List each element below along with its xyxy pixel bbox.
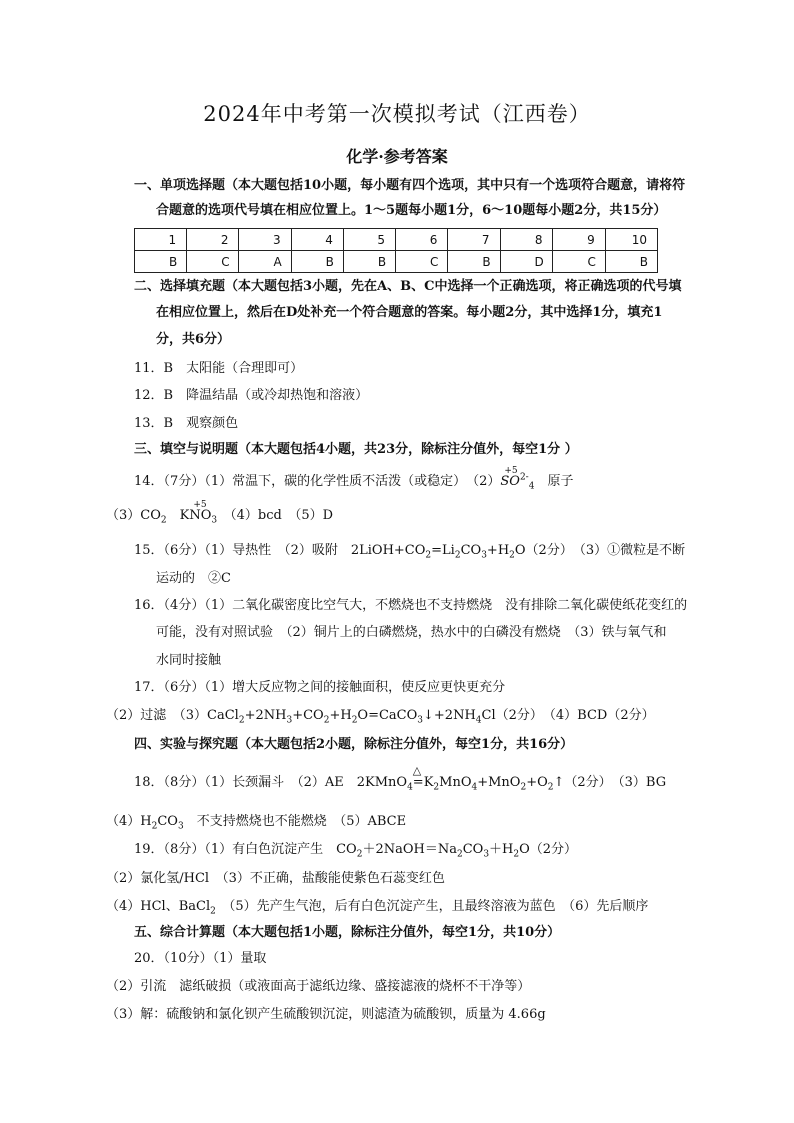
subscript: 2 (547, 782, 554, 793)
answer-text: ↑（2分） （3）BG (553, 775, 667, 790)
section4-heading: 四、实验与探究题（本大题包括2小题，除标注分值外，每空1分，共16分） (134, 737, 574, 752)
table-row-answers (135, 251, 658, 273)
subscript: 2 (456, 849, 463, 860)
formula-text: +O (526, 775, 548, 790)
formula-text: MnO (439, 775, 472, 790)
answer-text: 18．（8分）（1）长颈漏斗 （2）AE 2KMnO (134, 775, 408, 790)
subscript: 3 (417, 715, 424, 726)
table-cell: 2 (187, 229, 239, 251)
subscript: 4 (407, 782, 413, 793)
valence-mark: +5 (504, 466, 518, 476)
subscript: 3 (177, 821, 184, 832)
page-title: 2024年中考第一次模拟考试（江西卷） (203, 102, 591, 126)
formula-o: O (200, 508, 212, 523)
answer-text: 原子 (547, 474, 574, 489)
subscript: 3 (211, 515, 218, 526)
section3-heading: 三、填空与说明题（本大题包括4小题，共23分，除标注分值外，每空1分 ） (134, 442, 578, 457)
answer-q16-line2: 可能，没有对照试验 （2）铜片上的白磷燃烧，热水中的白磷没有燃烧 （3）铁与氧气和 (156, 625, 667, 640)
answer-q19-line2: （2）氯化氢/HCl （3）不正确，盐酸能使紫色石蕊变红色 (106, 871, 445, 886)
subscript: 3 (483, 849, 490, 860)
answer-q16-line3: 水同时接触 (156, 653, 222, 668)
answer-text: （4）bcd （5）D (230, 508, 334, 523)
formula-text: +H (329, 708, 352, 723)
subscript: 2 (509, 550, 515, 561)
answer-q14-line1 (134, 466, 574, 492)
formula-text: O=CaCO (357, 708, 418, 723)
table-cell: C (396, 251, 448, 273)
answer-q16-line1: 16．（4分）（1）二氧化碳密度比空气大，不燃烧也不支持燃烧 没有排除二氧化碳使纸花变红的 (134, 598, 688, 613)
formula-text: CO (460, 543, 482, 558)
charge: 2- (519, 472, 529, 483)
subscript: 4 (471, 782, 478, 793)
subscript: 2 (356, 849, 363, 860)
section2-heading-line3: 分，共6分） (156, 332, 231, 347)
formula-text: SO (500, 474, 520, 489)
answer-q14-line2 (106, 500, 334, 526)
table-cell: B (343, 251, 395, 273)
answer-text: （4）HCl、BaCl (106, 899, 211, 914)
table-cell: C (553, 251, 605, 273)
answer-q18-line2 (106, 814, 406, 830)
subscript: 4 (475, 715, 482, 726)
answer-q15-line2: 运动的 ②C (156, 571, 231, 586)
subscript: 2 (238, 715, 245, 726)
table-cell: D (500, 251, 553, 273)
subscript: 3 (286, 715, 293, 726)
table-cell: 7 (448, 229, 500, 251)
table-cell: B (605, 251, 657, 273)
answer-q18-line1 (134, 764, 667, 793)
answer-text: O（2分） (519, 842, 578, 857)
answer-q17-line2 (106, 708, 655, 724)
subscript: 2 (160, 515, 167, 526)
table-row-numbers (135, 229, 658, 251)
formula-text: ↓+2NH (423, 708, 476, 723)
answer-q19-line3 (106, 899, 648, 915)
formula-k: K (179, 508, 190, 523)
heating-condition (412, 764, 434, 791)
section1-heading-line2: 合题意的选项代号填在相应位置上。1～5题每小题1分，6～10题每小题2分，共15分） (156, 203, 667, 218)
valence-mark: +5 (193, 500, 207, 510)
table-cell: 4 (291, 229, 343, 251)
answer-q17-line1: 17．（6分）（1）增大反应物之间的接触面积，使反应更快更充分 (134, 680, 506, 695)
section2-heading-line1: 二、选择填充题（本大题包括3小题，先在A、B、C中选择一个正确选项，将正确选项的代号填 (134, 279, 682, 294)
subscript: 2 (151, 821, 158, 832)
subscript: 4 (528, 481, 535, 492)
answer-q20-line2: （2）引流 滤纸破损（或液面高于滤纸边缘、盛接滤液的烧杯不干净等） (106, 979, 531, 994)
table-cell: 5 (343, 229, 395, 251)
triangle-icon: △ (412, 764, 422, 777)
subscript: 2 (323, 715, 330, 726)
answer-text: Cl（2分） （4）BCD（2分） (481, 708, 655, 723)
answer-table (134, 228, 658, 273)
subscript: 2 (454, 550, 461, 561)
formula-text: +MnO (477, 775, 521, 790)
table-cell: B (291, 251, 343, 273)
formula-text: CO (157, 814, 178, 829)
answer-q12: 12．B 降温结晶（或冷却热饱和溶液） (134, 388, 369, 403)
table-cell: B (448, 251, 500, 273)
answer-q20-line3: （3）解：硫酸钠和氯化钡产生硫酸钡沉淀，则滤渣为硫酸钡，质量为 4.66g (106, 1007, 546, 1022)
table-cell: B (135, 251, 187, 273)
table-cell: 10 (605, 229, 657, 251)
formula-text: =Li (431, 543, 455, 558)
table-cell: 3 (239, 229, 291, 251)
subscript: 2 (433, 782, 440, 793)
nitrogen-with-valence (189, 500, 207, 524)
answer-text: 不支持燃烧也不能燃烧 （5）ABCE (183, 814, 407, 829)
table-cell: 1 (135, 229, 187, 251)
formula-text: +H (486, 543, 510, 558)
sulfate-formula (500, 466, 535, 492)
formula-text: +CO (292, 708, 324, 723)
answer-text: （4）H (106, 814, 152, 829)
answer-text: （5）先产生气泡，后有白色沉淀产生，且最终溶液为蓝色 （6）先后顺序 (215, 899, 649, 914)
answer-q20-line1: 20．（10分）（1）量取 (134, 951, 267, 966)
answer-q19-line1 (134, 842, 577, 858)
answer-text: 15．（6分）（1）导热性 （2）吸附 2LiOH+CO (134, 543, 426, 558)
table-cell: 9 (553, 229, 605, 251)
table-cell: 8 (500, 229, 553, 251)
section2-heading-line2: 在相应位置上，然后在D处补充一个符合题意的答案。每小题2分，其中选择1分，填充1 (156, 305, 663, 320)
subscript: 2 (351, 715, 358, 726)
subscript: 2 (425, 550, 432, 561)
formula-text: =K (412, 775, 434, 790)
section1-heading-line1: 一、单项选择题（本大题包括10小题，每小题有四个选项，其中只有一个选项符合题意，请将符 (134, 178, 686, 193)
table-cell: C (187, 251, 239, 273)
formula-text: ＋H (489, 842, 514, 857)
subscript: 2 (513, 849, 520, 860)
formula-n: N (189, 508, 201, 523)
page-subtitle: 化学·参考答案 (346, 147, 448, 166)
answer-text: 19．（8分）（1）有白色沉淀产生 CO (134, 842, 357, 857)
answer-q15-line1 (134, 543, 685, 559)
answer-q11: 11．B 太阳能（合理即可） (134, 361, 304, 376)
subscript: 3 (481, 550, 487, 561)
answer-q13: 13．B 观察颜色 (134, 416, 239, 431)
subscript: 2 (520, 782, 527, 793)
subscript: 2 (210, 906, 216, 917)
table-cell: A (239, 251, 291, 273)
answer-text: 14．（7分）（1）常温下，碳的化学性质不活泼（或稳定） （2） (134, 474, 501, 489)
answer-text: O（2分） （3）①微粒是不断 (514, 543, 686, 558)
formula-text: +2NH (244, 708, 287, 723)
answer-text: （3）CO (106, 508, 161, 523)
formula-text: CO (462, 842, 484, 857)
table-cell: 6 (396, 229, 448, 251)
formula-text: ＋2NaOH＝Na (362, 842, 457, 857)
answer-text: （2）过滤 （3）CaCl (106, 708, 239, 723)
section5-heading: 五、综合计算题（本大题包括1小题，除标注分值外，每空1分，共10分） (134, 925, 561, 940)
